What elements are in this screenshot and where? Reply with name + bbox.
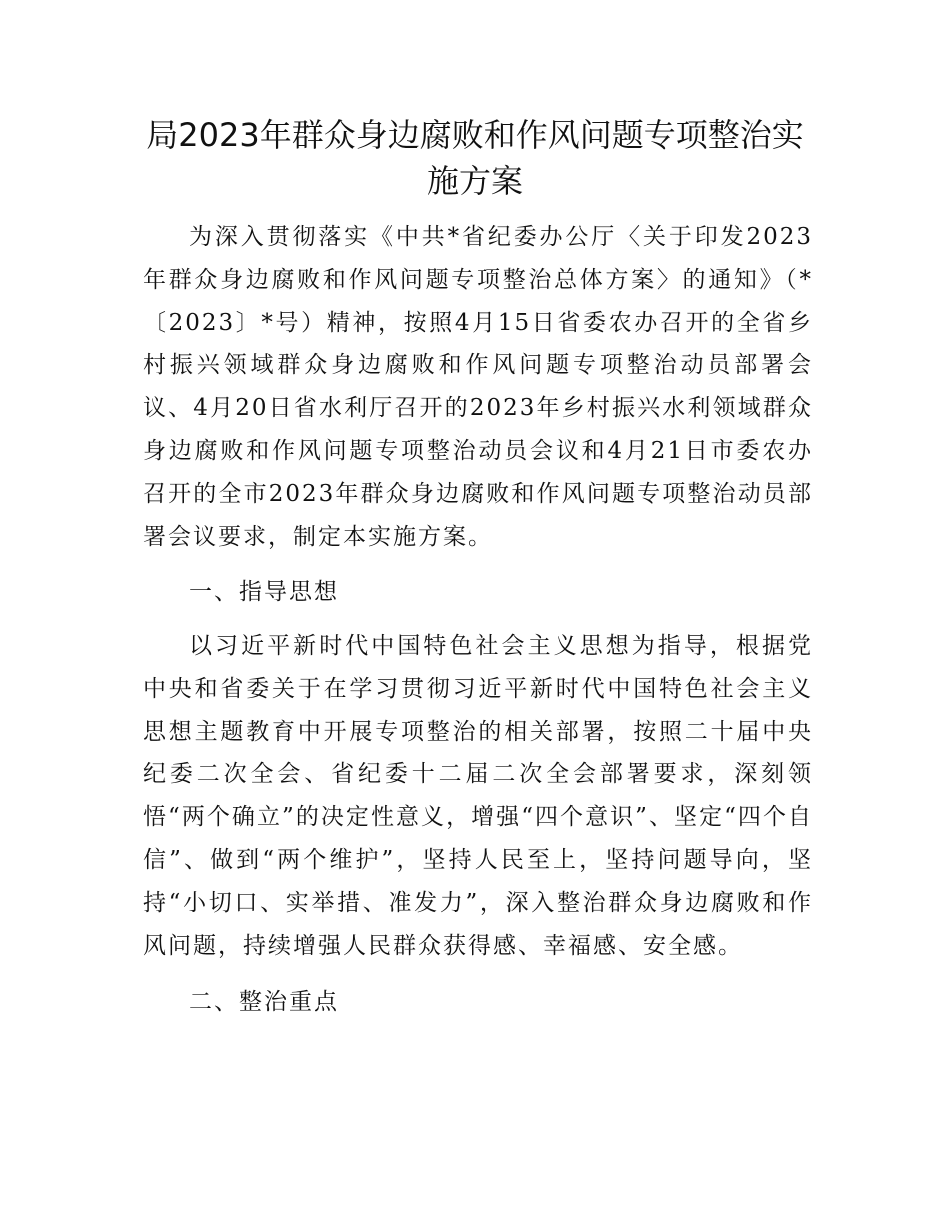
section-heading-guiding-ideology: 一、指导思想 bbox=[189, 579, 339, 605]
intro-paragraph: 为深入贯彻落实《中共*省纪委办公厅〈关于印发2023年群众身边腐败和作风问题专项整治总体方案〉的通知》（*〔2023〕*号）精神，按照4月15日省委农办召开的全省乡村振兴领域群众身边腐败和作风问题专项整治动员部署会议、4月20日省水利厅召开的2023年乡村振兴水利领域群众身边腐败和作风问题专项整治动员会议和4月21日市委农办召开的全市2023年群众身边腐败和作风问题专项整治动员部署会议要求，制定本实施方案。 bbox=[143, 224, 813, 550]
section-heading-rectification-focus: 二、整治重点 bbox=[189, 989, 339, 1015]
guiding-ideology-paragraph: 以习近平新时代中国特色社会主义思想为指导，根据党中央和省委关于在学习贯彻习近平新时代中国特色社会主义思想主题教育中开展专项整治的相关部署，按照二十届中央纪委二次全会、省纪委十二届二次全会部署要求，深刻领悟“两个确立”的决定性意义，增强“四个意识”、坚定“四个自信”、做到“两个维护”，坚持人民至上，坚持问题导向，坚持“小切口、实举措、准发力”，深入整治群众身边腐败和作风问题，持续增强人民群众获得感、幸福感、安全感。 bbox=[143, 633, 813, 959]
document-title: 局2023年群众身边腐败和作风问题专项整治实施方案 bbox=[146, 116, 804, 200]
